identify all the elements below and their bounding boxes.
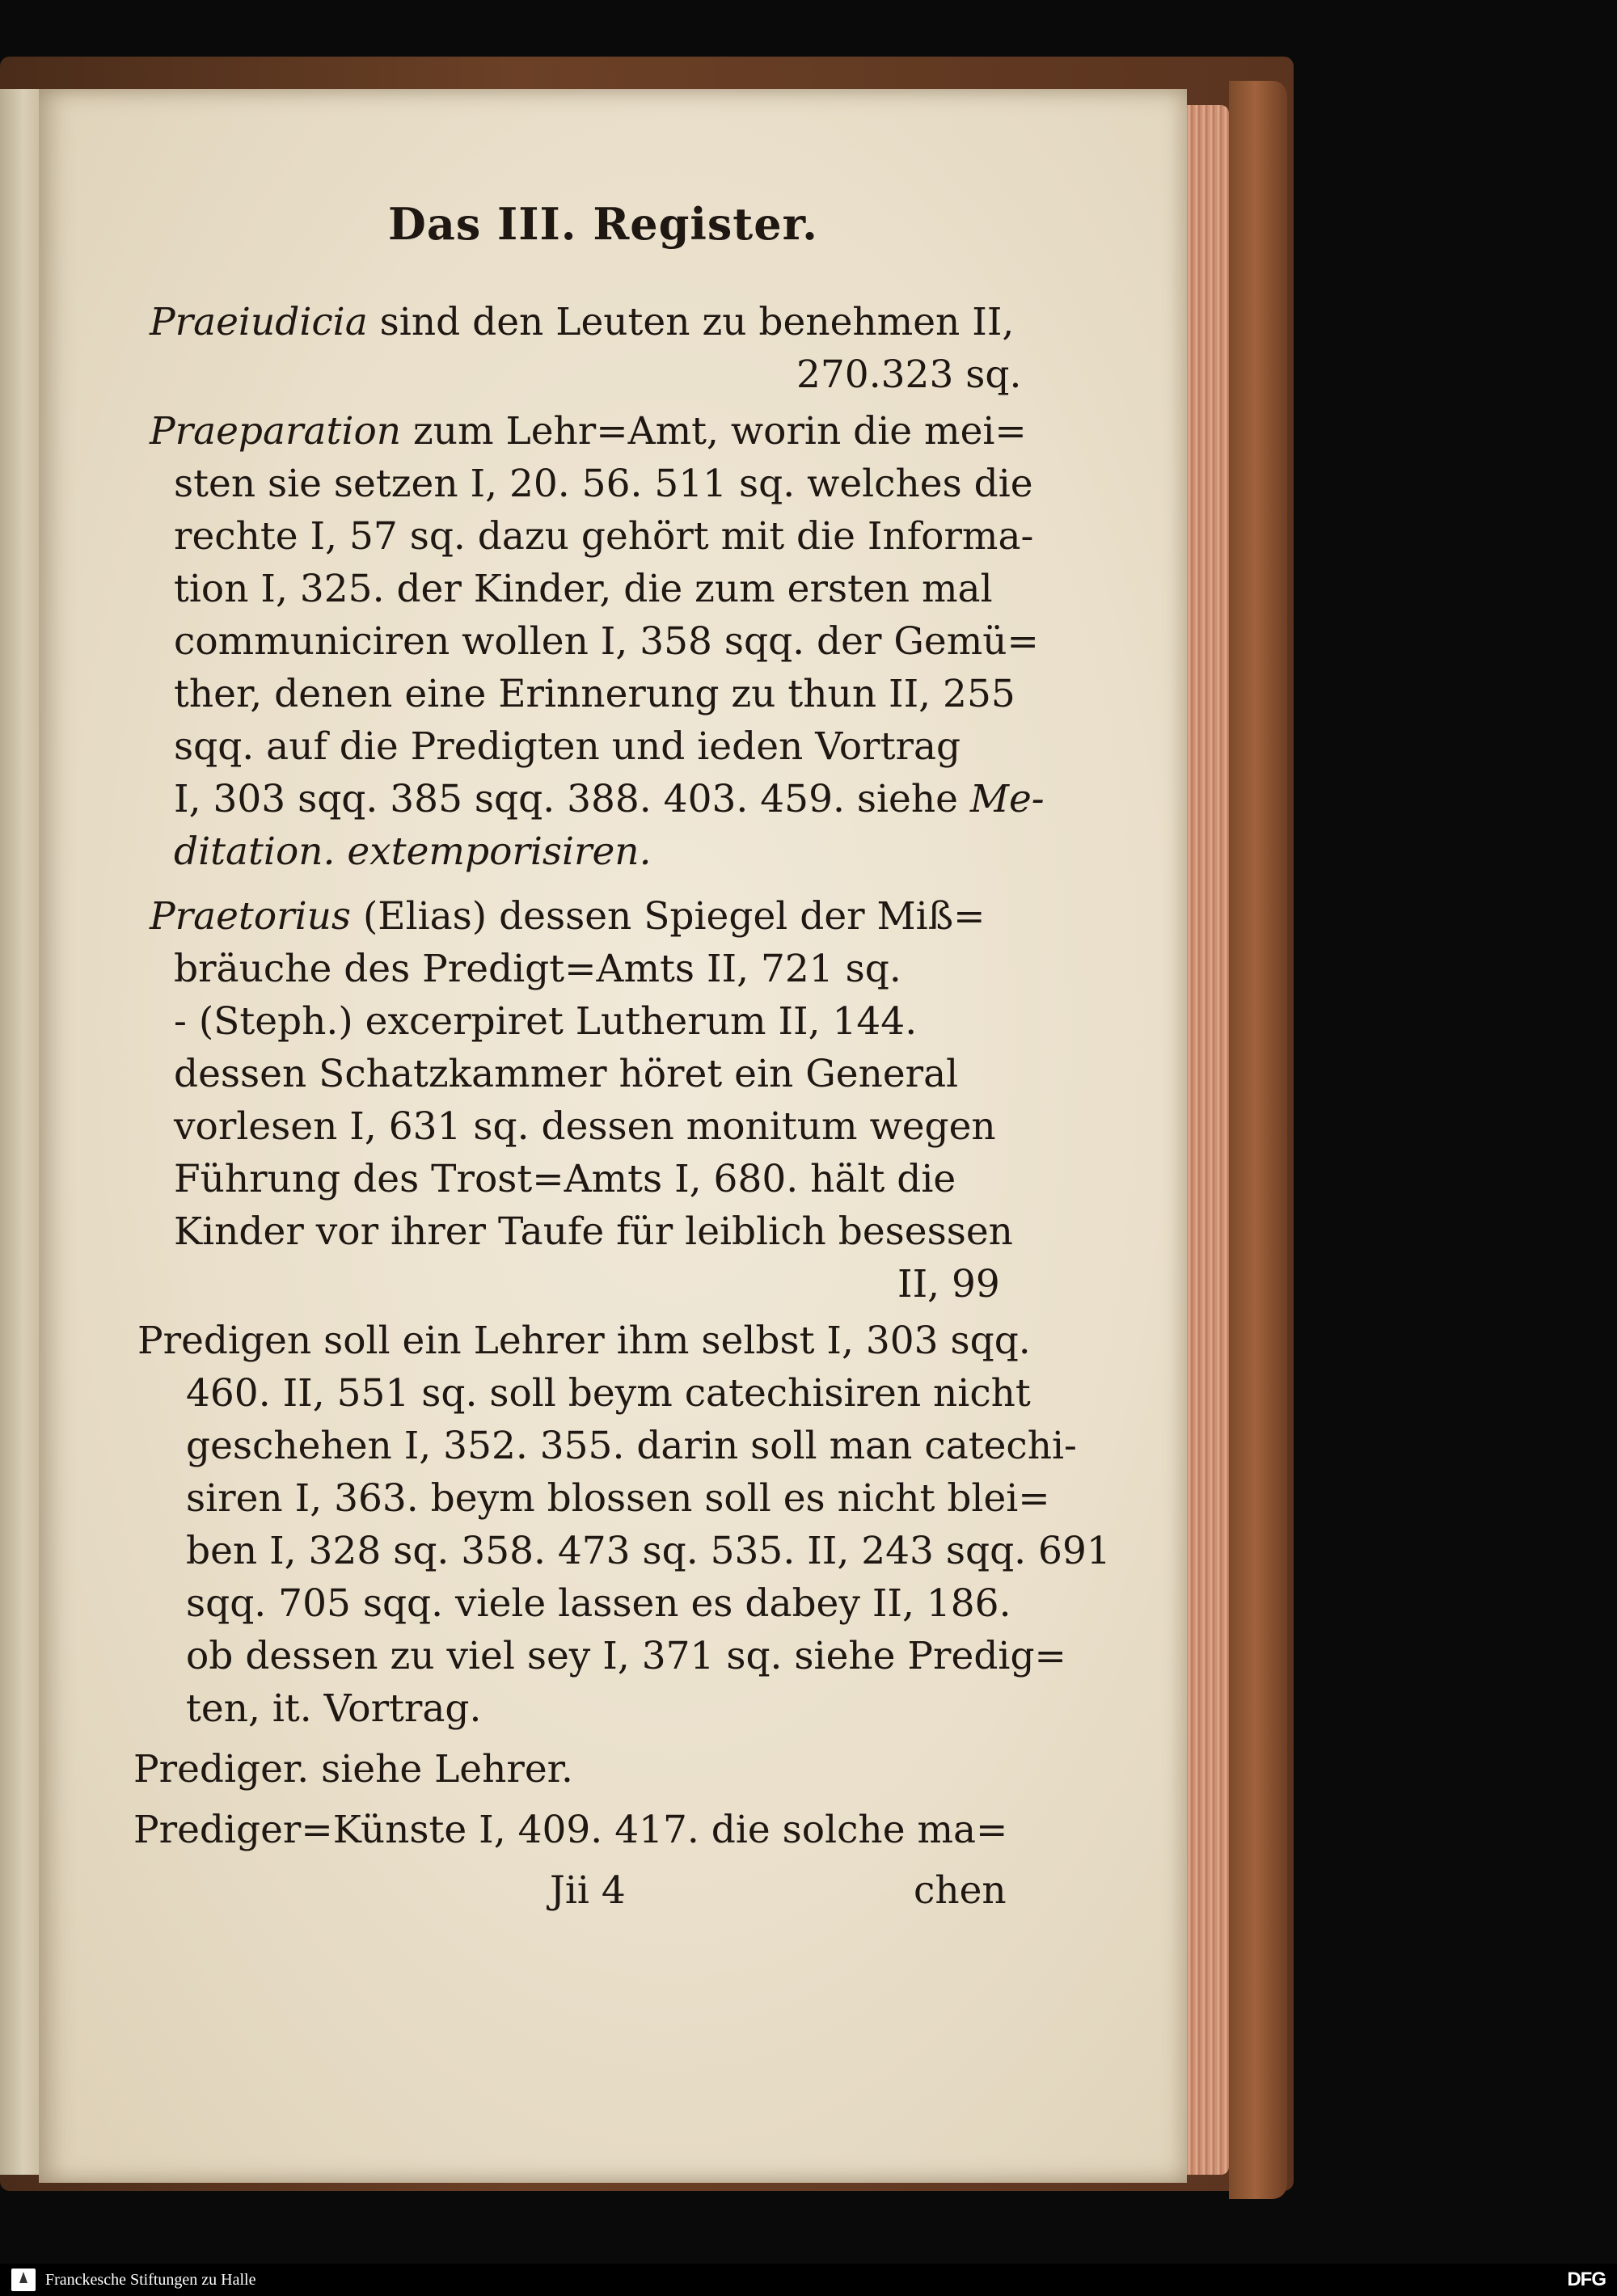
text-line: [174, 1157, 956, 1201]
text-line: [186, 1371, 1031, 1416]
text-run: sqq. 705 sqq. viele lassen es dabey II, 186.: [186, 1581, 1011, 1626]
text-line: [174, 999, 918, 1044]
text-line: [174, 1209, 1013, 1254]
text-run: bräuche des Predigt=Amts II, 721 sq.: [174, 947, 901, 991]
italic-run: Me-: [969, 777, 1045, 821]
text-run: tion I, 325. der Kinder, die zum ersten mal: [174, 567, 993, 611]
text-line: [174, 1052, 959, 1096]
page-fore-edge: [1187, 105, 1229, 2175]
text-line: [796, 352, 1022, 397]
text-line: [186, 1634, 1066, 1678]
text-line: [133, 1747, 573, 1792]
catchword: [914, 1868, 1007, 1913]
text-line: [186, 1424, 1077, 1468]
text-run: sind den Leuten zu benehmen II,: [367, 300, 1015, 344]
text-line: [133, 1808, 1008, 1852]
book-cover-edge: [1229, 81, 1287, 2199]
text-line: [174, 462, 1033, 506]
text-line: [174, 1104, 996, 1149]
text-line: [186, 1686, 482, 1731]
text-line: [186, 1476, 1050, 1521]
text-run: II, 99: [897, 1262, 1000, 1306]
text-line: [174, 829, 652, 874]
text-run: sqq. auf die Predigten und ieden Vortrag: [174, 724, 961, 769]
text-run: 460. II, 551 sq. soll beym catechisiren nicht: [186, 1371, 1031, 1416]
text-run: dessen Schatzkammer höret ein General: [174, 1052, 959, 1096]
text-run: geschehen I, 352. 355. darin soll man catechi-: [186, 1424, 1077, 1468]
text-line: [174, 777, 1045, 821]
text-run: 270.323 sq.: [796, 352, 1022, 397]
text-run: Kinder vor ihrer Taufe für leiblich besessen: [174, 1209, 1013, 1254]
institution-name: Franckesche Stiftungen zu Halle: [45, 2271, 256, 2289]
text-line: [186, 1581, 1011, 1626]
text-line: [174, 724, 961, 769]
text-run: vorlesen I, 631 sq. dessen monitum wegen: [174, 1104, 996, 1149]
text-run: ben I, 328 sq. 358. 473 sq. 535. II, 243 sqq. 691: [186, 1529, 1111, 1573]
text-line: [150, 409, 1027, 454]
text-run: (Elias) dessen Spiegel der Miß=: [351, 894, 986, 939]
text-line: [174, 672, 1015, 716]
text-line: [174, 947, 901, 991]
text-run: ten, it. Vortrag.: [186, 1686, 482, 1731]
text-line: [174, 514, 1034, 559]
left-page-edge: [0, 89, 40, 2175]
footer-bar: [0, 2264, 1617, 2296]
text-run: zum Lehr=Amt, worin die mei=: [401, 409, 1027, 454]
italic-run: Praeparation: [150, 409, 402, 454]
text-run: I, 303 sqq. 385 sqq. 388. 403. 459. siehe: [174, 777, 970, 821]
italic-run: Praetorius: [150, 894, 351, 939]
text-run: ob dessen zu viel sey I, 371 sq. siehe Predig=: [186, 1634, 1066, 1678]
text-line: [137, 1319, 1031, 1363]
text-run: rechte I, 57 sq. dazu gehört mit die Informa-: [174, 514, 1034, 559]
italic-run: Praeiudicia: [150, 300, 368, 344]
signature-mark: [550, 1868, 626, 1913]
text-run: Predigen soll ein Lehrer ihm selbst I, 303 sqq.: [137, 1319, 1031, 1363]
text-run: Prediger. siehe Lehrer.: [133, 1747, 573, 1792]
dfg-logo: DFG: [1567, 2269, 1606, 2290]
text-run: - (Steph.) excerpiret Lutherum II, 144.: [174, 999, 918, 1044]
text-line: [150, 894, 986, 939]
text-line: [897, 1262, 1000, 1306]
text-run: Führung des Trost=Amts I, 680. hält die: [174, 1157, 956, 1201]
text-run: siren I, 363. beym blossen soll es nicht blei=: [186, 1476, 1050, 1521]
italic-run: ditation. extemporisiren.: [174, 829, 652, 874]
text-line: [174, 567, 993, 611]
text-line: [150, 300, 1015, 344]
text-run: communiciren wollen I, 358 sqq. der Gemü=: [174, 619, 1039, 664]
text-run: sten sie setzen I, 20. 56. 511 sq. welches die: [174, 462, 1033, 506]
text-line: [186, 1529, 1111, 1573]
text-run: ther, denen eine Erinnerung zu thun II, 255: [174, 672, 1015, 716]
page-title: Das III. Register.: [388, 198, 818, 250]
institution-logo-icon: [11, 2269, 36, 2291]
text-run: Prediger=Künste I, 409. 417. die solche ma=: [133, 1808, 1008, 1852]
text-run: chen: [914, 1868, 1007, 1913]
text-run: Jii 4: [550, 1868, 626, 1913]
text-line: [174, 619, 1039, 664]
